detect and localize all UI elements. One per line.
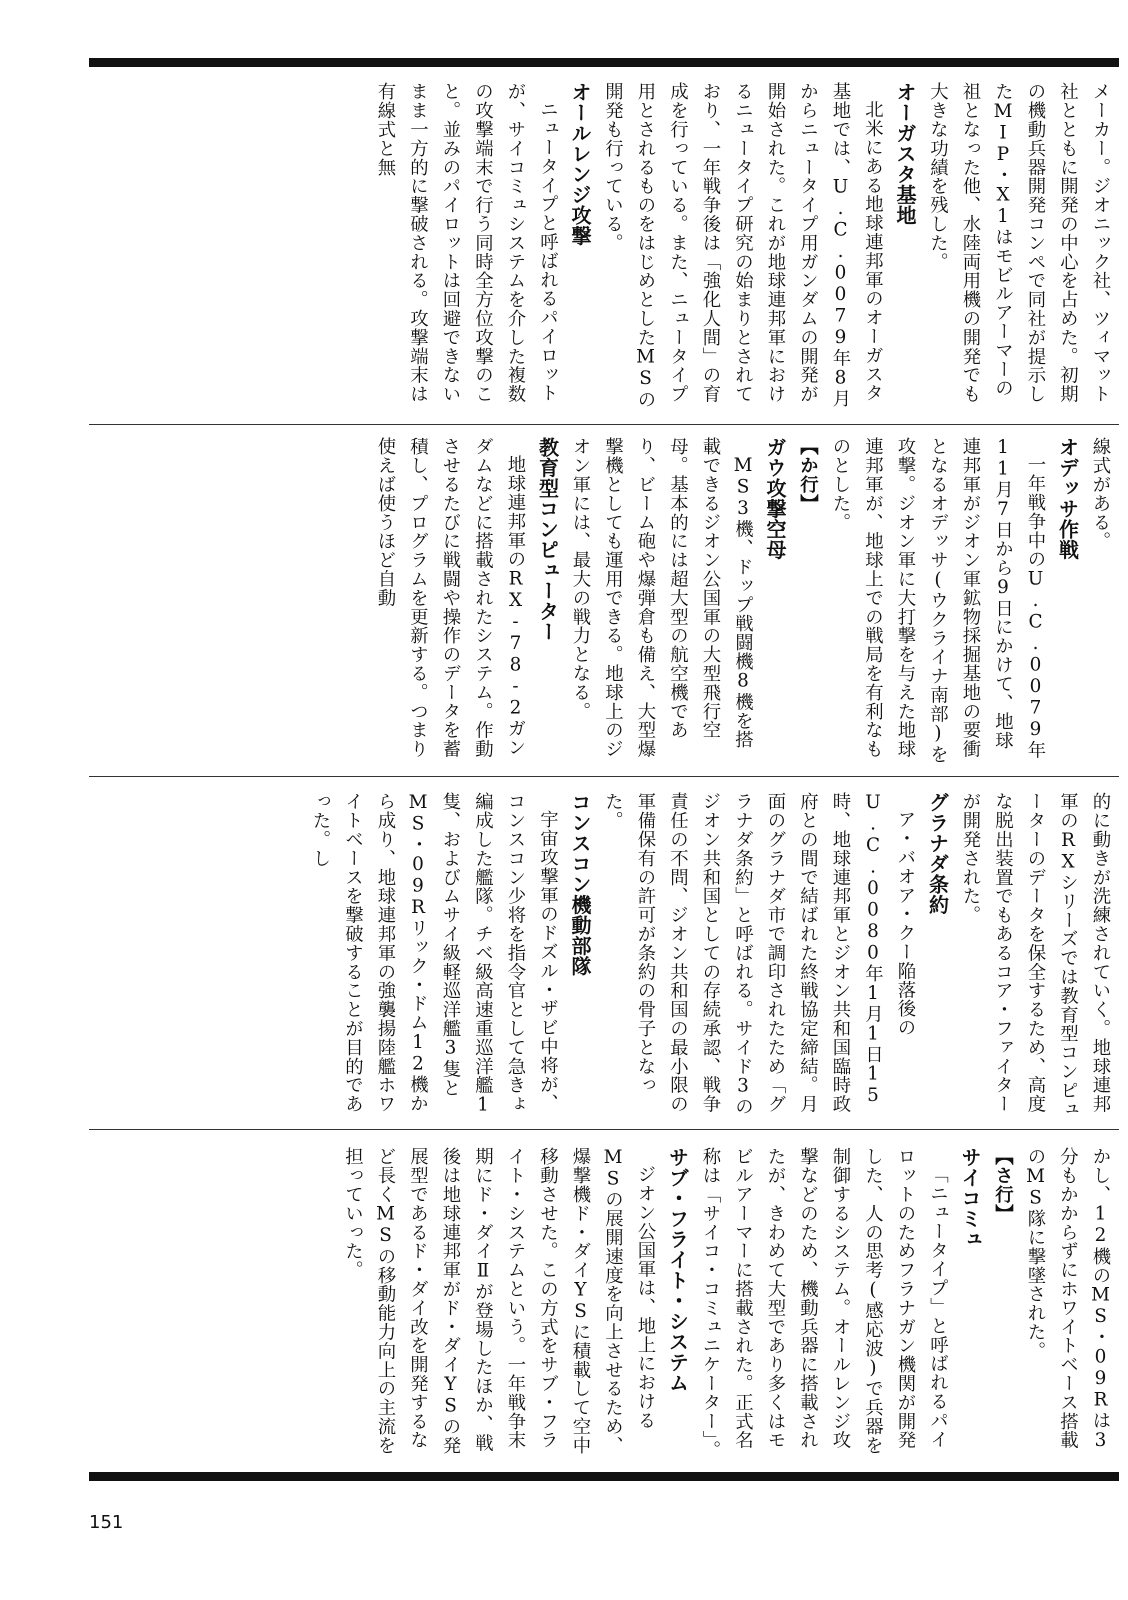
- continuation-text: 線式がある。: [1090, 437, 1111, 551]
- entry-body-sub-flight-system: ジオン公国軍は、地上におけるMSの展開速度を向上させるため、爆撃機ド・ダイYSに積載して空中移動させた。この方式をサブ・フライト・システムという。一年戦争末期にド・ダイⅡが登場したほか、戦後は地球連邦軍がド・ダイYSの発展型であるド・ダイ改を開発するなど長くMSの移動能力向上の主流を担っていった。: [342, 1147, 656, 1455]
- band-divider: [89, 424, 1119, 425]
- entry-heading-gaw-carrier: ガウ攻撃空母: [763, 437, 787, 560]
- entry-heading-augusta-base: オーガスタ基地: [893, 82, 917, 226]
- entry-heading-odessa-operation: オデッサ作戦: [1055, 437, 1080, 560]
- entry-body-psycommu: 「ニュータイプ」と呼ばれるパイロットのためフラナガン機関が開発した、人の思考(感応波)で兵器を制御するシステム。オールレンジ攻撃などのため、機動兵器に搭載されたが、きわめて大型であり多くはモビルアーマーに搭載された。正式名称は「サイコ・コミュニケーター」。: [700, 1147, 949, 1460]
- entry-heading-learning-computer: 教育型コンピューター: [535, 437, 560, 642]
- entry-body-conscon-task-force: 宇宙攻撃軍のドズル・ザビ中将が、コンスコン少将を指令官として急きょ編成した艦隊。チベ級高速重巡洋艦1隻、およびムサイ級軽巡洋艦3隻とMS・09Rリック・ドム12機から成り、地球連邦軍の強襲揚陸艦ホワイトベースを撃破することが目的であった。し: [310, 792, 559, 1116]
- continuation-text: 的に動きが洗練されていく。地球連邦軍のRXシリーズでは教育型コンピューターのデータを保全するため、高度な脱出装置でもあるコア・ファイターが開発された。: [960, 792, 1111, 1119]
- entry-body-augusta-base: 北米にある地球連邦軍のオーガスタ基地では、U.C.0079年8月からニュータイプ用ガンダムの開発が開始された。これが地球連邦軍におけるニュータイプ研究の始まりとされており、一年戦争後は「強化人間」の育成を行っている。また、ニュータイプ用とされるものをはじめとしたMSの開発も行っている。: [602, 82, 884, 409]
- entry-heading-conscon-task-force: コンスコン機動部隊: [568, 792, 592, 977]
- entry-body-learning-computer: 地球連邦軍のRX-78-2ガンダムなどに搭載されたシステム。作動させるたびに戦闘や操作のデータを蓄積し、プログラムを更新する。つまり使えば使うほど自動: [375, 437, 526, 759]
- entry-body-gaw-carrier: MS3機、ドップ戦闘機8機を搭載できるジオン公国軍の大型飛行空母。基本的には超大型の航空機であり、ビーム砲や爆弾倉も備え、大型爆撃機としても運用できる。地球上のジオン軍には、最大の戦力となる。: [570, 437, 754, 759]
- text-band-4: [90, 1147, 1116, 1465]
- entry-body-granada-treaty: ア・バオア・クー陥落後のU.C.0080年1月1日15時、地球連邦軍とジオン共和国臨時政府との間で結ばれた終戦協定締結。月面のグラナダ市で調印されたため「グラナダ条約」と呼ばれる。サイド3のジオン共和国としての存続承認、戦争責任の不問、ジオン共和国の最小限の軍備保有の許可が条約の骨子となった。: [602, 792, 916, 1116]
- continuation-text: メーカー。ジオニック社、ツィマット社とともに開発の中心を占めた。初期の機動兵器開発コンペで同社が提示したMIP・X1はモビルアーマーの祖となった他、水陸両用機の開発でも大きな功績を残した。: [927, 82, 1111, 404]
- band-divider: [89, 1129, 1119, 1130]
- entry-body-all-range-attack: ニュータイプと呼ばれるパイロットが、サイコミュシステムを介した複数の攻撃端末で行う同時全方位攻撃のこと。並みのパイロットは回避できないまま一方的に撃破される。攻撃端末は有線式と無: [375, 82, 559, 404]
- bottom-rule: [89, 1472, 1119, 1481]
- entry-heading-psycommu: サイコミュ: [958, 1147, 982, 1250]
- top-rule: [89, 58, 1119, 67]
- text-band-1: [90, 82, 1116, 412]
- section-marker-ka-row: 【か行】: [797, 437, 819, 513]
- text-band-3: [90, 792, 1116, 1122]
- entry-heading-granada-treaty: グラナダ条約: [925, 792, 950, 915]
- text-band-2: [90, 437, 1116, 767]
- entry-heading-all-range-attack: オールレンジ攻撃: [568, 82, 592, 246]
- section-marker-sa-row: 【さ行】: [992, 1147, 1014, 1223]
- band-divider: [89, 776, 1119, 777]
- page-number: 151: [89, 1512, 124, 1533]
- entry-heading-sub-flight-system: サブ・フライト・システム: [665, 1147, 690, 1393]
- entry-body-odessa-operation: 一年戦争中のU.C.0079年11月7日から9日にかけて、地球連邦軍がジオン軍鉱物採掘基地の要衝となるオデッサ(ウクライナ南部)を攻撃。ジオン軍に大打撃を与えた地球連邦軍が、地球上での戦局を有利なものとした。: [830, 437, 1046, 764]
- continuation-text: かし、12機のMS・09Rは3分もかからずにホワイトベース搭載のMS隊に撃墜された。: [1025, 1147, 1111, 1452]
